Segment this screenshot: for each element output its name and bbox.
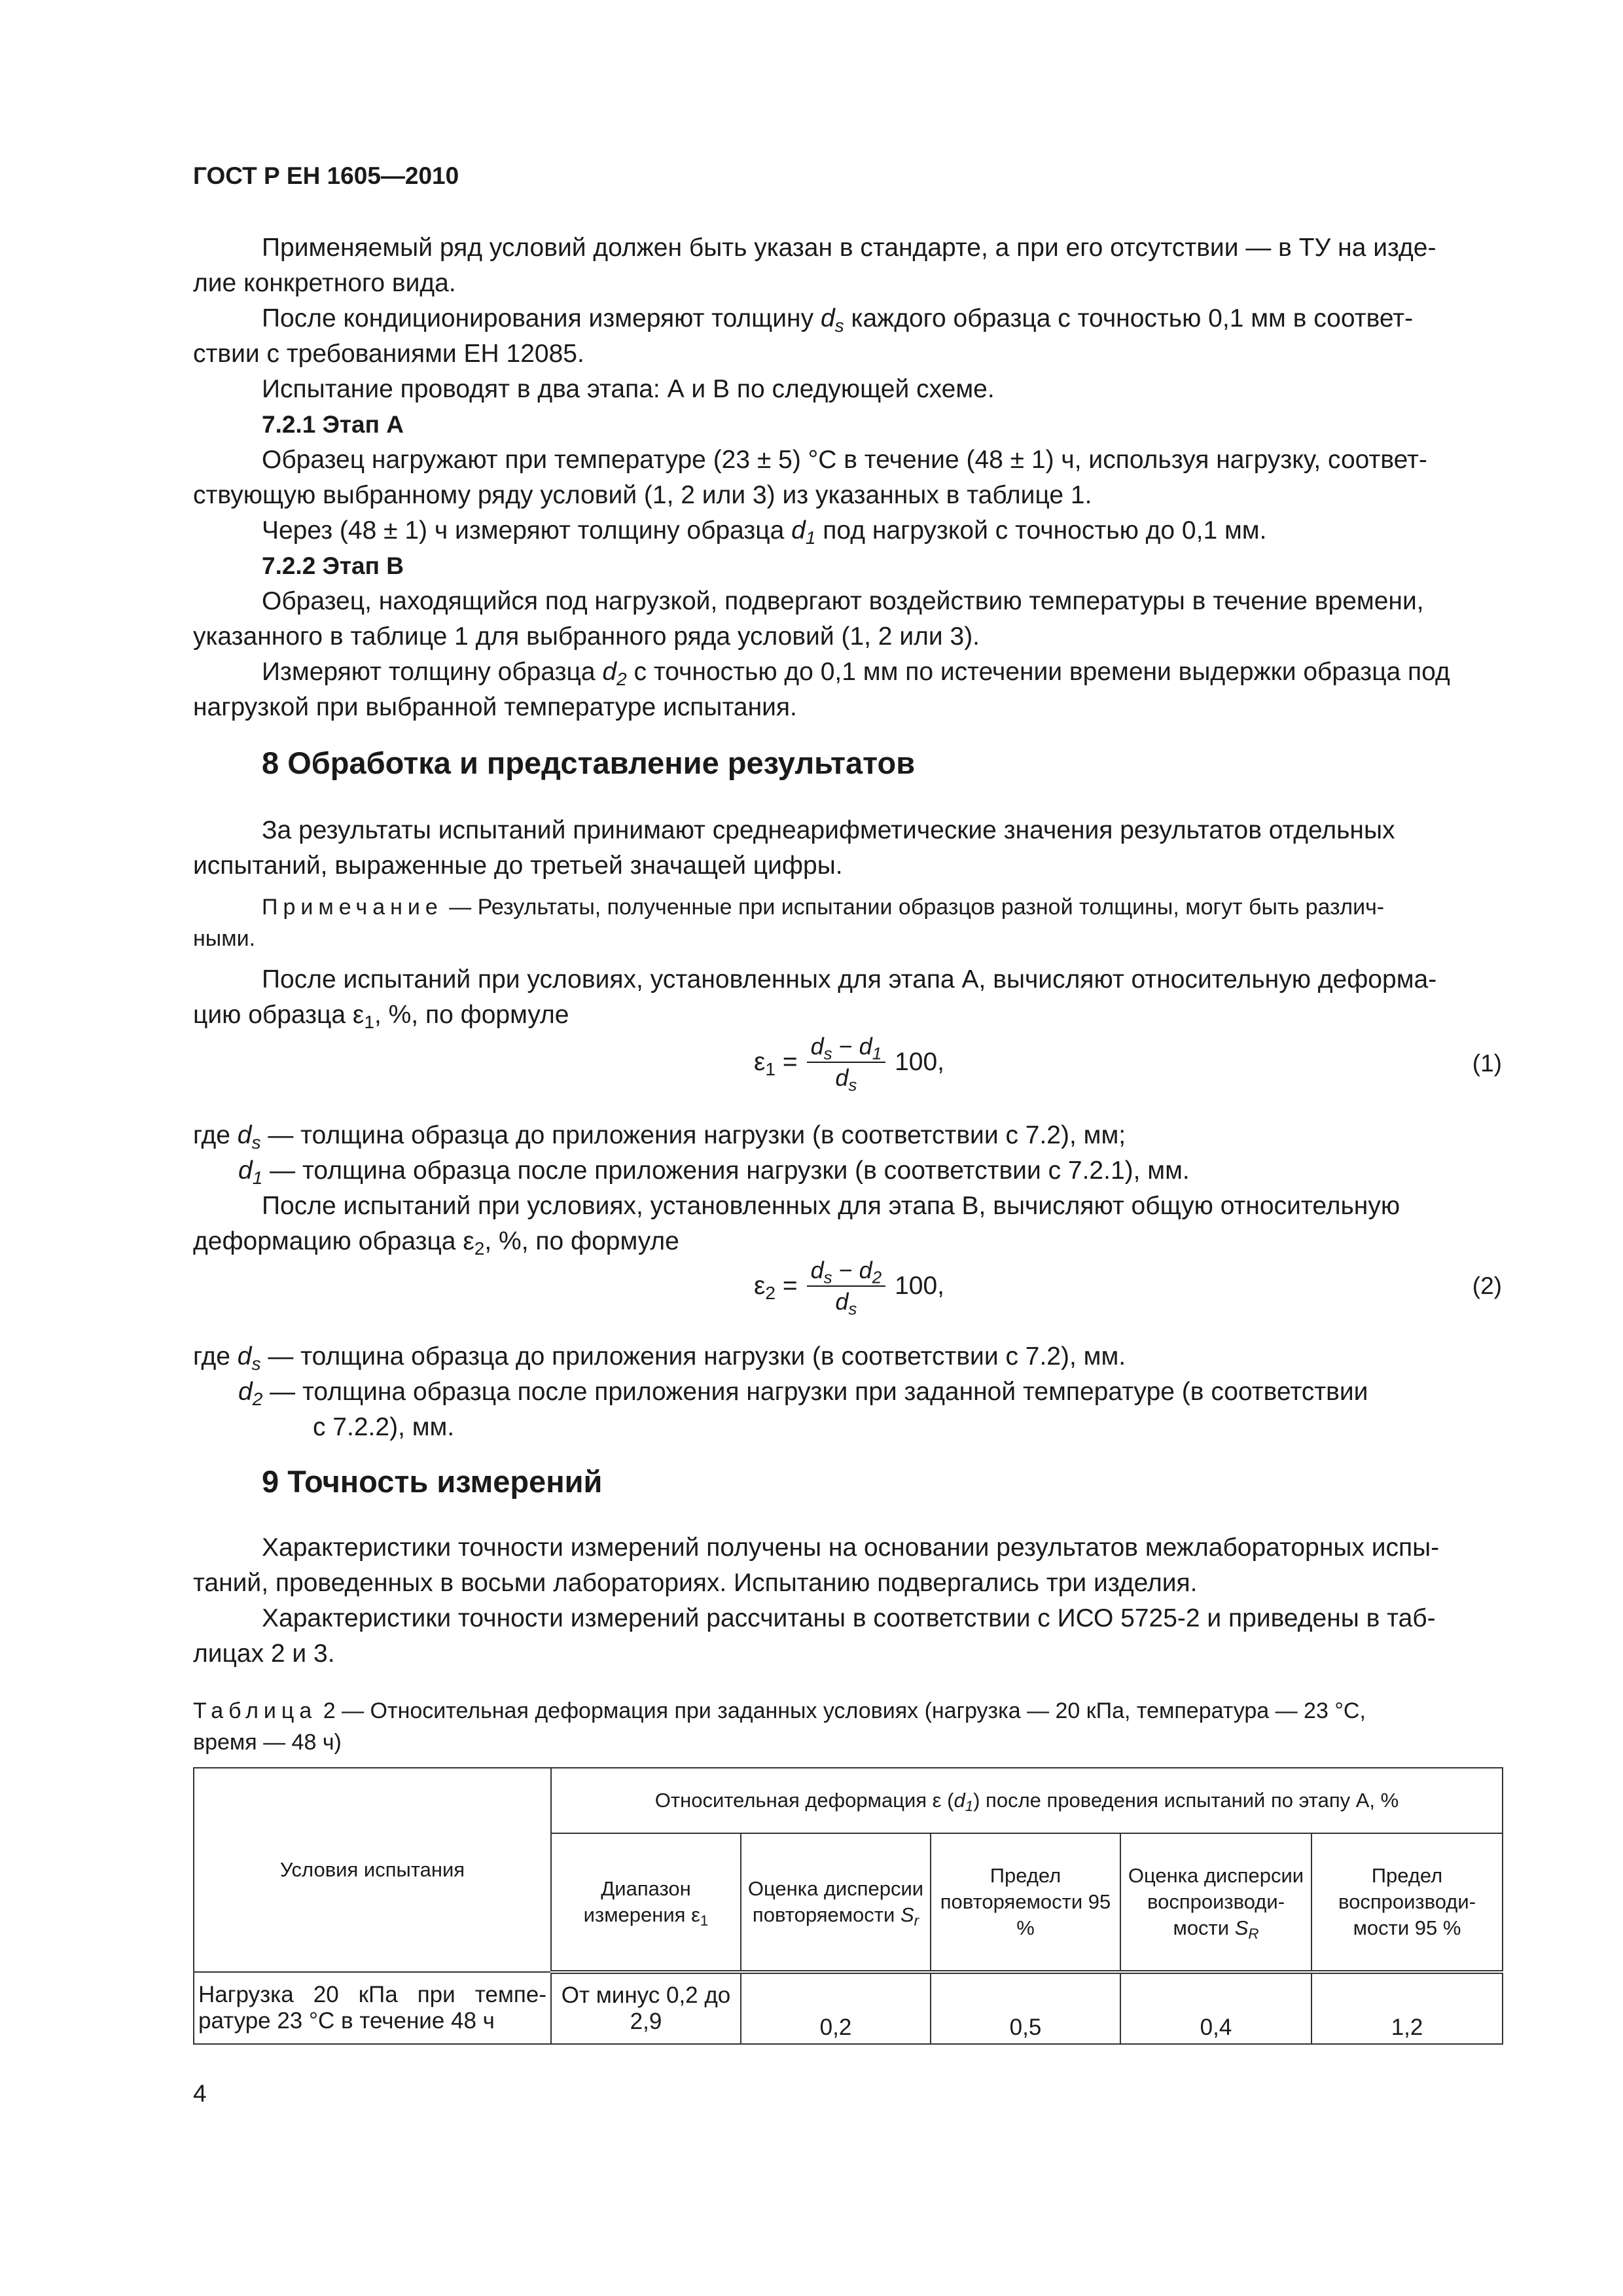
section-8-paragraph-2: [193, 962, 1502, 1033]
where-d2-continued: с 7.2.2), мм.: [313, 1413, 455, 1441]
text-line: лицах 2 и 3.: [193, 1640, 335, 1668]
text-line: Образец, находящийся под нагрузкой, подвергают воздействию температуры в течение времени,: [262, 587, 1424, 615]
caption-line: время — 48 ч): [193, 1730, 342, 1755]
cell-limit-repeatability: 0,5: [931, 1972, 1120, 2044]
caption-line: Таблица 2 — Относительная деформация при заданных условиях (нагрузка — 20 кПа, температура — 23 °С,: [193, 1698, 1366, 1723]
cell-var-repeatability: 0,2: [741, 1972, 931, 2044]
header-range: Диапазон измерения $\varepsilon_1$: [551, 1833, 741, 1972]
text-line: ствии с требованиями ЕН 12085.: [193, 340, 584, 368]
formula-number-2: (2): [1472, 1272, 1502, 1299]
formula-fraction: $\frac{d_s - d_2}{d_s}$: [807, 1257, 885, 1316]
text-line: Применяемый ряд условий должен быть указан в стандарте, а при его отсутствии — в ТУ на изде-: [262, 234, 1436, 262]
subsection-title: 7.2.1 Этап А: [262, 411, 404, 438]
formula-2: $\varepsilon_2$ = $\frac{d_s - d_2}{d_s}$ 100,: [754, 1257, 945, 1319]
subsection-7-2-2: [193, 548, 1502, 725]
paragraph-thickness: [193, 301, 1502, 372]
cell-range: От минус 0,2 до 2,9: [551, 1972, 741, 2044]
header-var-repeatability: Оценка дисперсии повторяемости $S_r$: [741, 1833, 931, 1972]
text-line: Через (48 ± 1) ч измеряют толщину образца $d_1$ под нагрузкой с точностью до 0,1 мм.: [262, 516, 1267, 548]
text-line: После испытаний при условиях, установленных для этапа А, вычисляют относительную деформа-: [262, 965, 1437, 994]
formula-1: $\varepsilon_1$ = $\frac{d_s - d_1}{d_s}$ 100,: [754, 1033, 945, 1095]
text-line: ствующую выбранному ряду условий (1, 2 или 3) из указанных в таблице 1.: [193, 481, 1092, 509]
text-line: За результаты испытаний принимают среднеарифметические значения результатов отдельных: [262, 816, 1395, 844]
text-line: Характеристики точности измерений рассчитаны в соответствии с ИСО 5725-2 и приведены в таб-: [262, 1604, 1436, 1632]
paragraph-stages: [193, 372, 1502, 407]
text-line: Характеристики точности измерений получены на основании результатов межлабораторных испы-: [262, 1534, 1440, 1562]
text-line: указанного в таблице 1 для выбранного ряда условий (1, 2 или 3).: [193, 622, 980, 651]
where-ds-1: где $d_s$ — толщина образца до приложения нагрузки (в соответствии с 7.2), мм;: [193, 1121, 1126, 1153]
header-limit-repeatability: Предел повторяемости 95 %: [931, 1833, 1120, 1972]
text-line: Испытание проводят в два этапа: А и В по следующей схеме.: [262, 375, 995, 403]
text-line: деформацию образца $\varepsilon_2$, %, по формуле: [193, 1227, 679, 1259]
section-8-paragraph-3: [193, 1189, 1502, 1259]
header-var-reproducibility: Оценка дисперсии воспроизводи-мости $S_R$: [1120, 1833, 1311, 1972]
header-limit-reproducibility: Предел воспроизводи-мости 95 %: [1311, 1833, 1503, 1972]
section-9-paragraph-1: [193, 1530, 1502, 1601]
text-line: цию образца $\varepsilon_1$, %, по формуле: [193, 1001, 569, 1032]
section-9-paragraph-2: [193, 1601, 1502, 1672]
table-2-caption: [193, 1695, 1502, 1758]
header-group: Относительная деформация ε $(d_1)$ после проведения испытаний по этапу А, %: [551, 1768, 1503, 1833]
section-8-paragraph-1: [193, 813, 1502, 884]
cell-var-reproducibility: 0,4: [1120, 1972, 1311, 2044]
formula-number-1: (1): [1472, 1050, 1502, 1077]
text-line: После кондиционирования измеряют толщину $d_s$ каждого образца с точностью 0,1 мм в соответ-: [262, 304, 1414, 336]
paragraph-conditions: [193, 230, 1502, 301]
note-line: ными.: [193, 926, 256, 951]
header-conditions: Условия испытания: [194, 1768, 551, 1972]
text-line: лие конкретного вида.: [193, 269, 456, 297]
section-title: 9 Точность измерений: [262, 1464, 603, 1499]
section-9: [193, 1463, 1502, 1499]
where-ds-2: где $d_s$ — толщина образца до приложения нагрузки (в соответствии с 7.2), мм.: [193, 1342, 1126, 1374]
cell-limit-reproducibility: 1,2: [1311, 1972, 1503, 2044]
note: [193, 891, 1502, 954]
text-line: нагрузкой при выбранной температуре испытания.: [193, 693, 797, 721]
table-row: [194, 1972, 1503, 2044]
section-title: 8 Обработка и представление результатов: [262, 745, 916, 780]
text-line: Образец нагружают при температуре (23 ± 5) °С в течение (48 ± 1) ч, используя нагрузку, соответ-: [262, 446, 1427, 474]
text-line: После испытаний при условиях, установленных для этапа В, вычисляют общую относительную: [262, 1192, 1400, 1220]
formula-fraction: $\frac{d_s - d_1}{d_s}$: [807, 1033, 885, 1092]
where-d2: $d_2$ — толщина образца после приложения нагрузки при заданной температуре (в соответствии: [238, 1378, 1368, 1409]
table-2: [193, 1767, 1503, 2045]
subsection-title: 7.2.2 Этап В: [262, 552, 404, 579]
text-line: испытаний, выраженные до третьей значащей цифры.: [193, 852, 843, 880]
subsection-7-2-1: [193, 407, 1502, 548]
note-line: Примечание — Результаты, полученные при испытании образцов разной толщины, могут быть различ-: [262, 895, 1385, 920]
where-d1: $d_1$ — толщина образца после приложения нагрузки (в соответствии с 7.2.1), мм.: [238, 1157, 1190, 1188]
text-line: Измеряют толщину образца $d_2$ с точностью до 0,1 мм по истечении времени выдержки образца под: [262, 658, 1450, 689]
standard-header: ГОСТ Р ЕН 1605—2010: [193, 162, 459, 189]
section-8: [193, 745, 1502, 781]
page-number: 4: [193, 2080, 207, 2107]
cell-conditions: Нагрузка 20 кПа при темпе-ратуре 23 °С в течение 48 ч: [194, 1972, 551, 2044]
text-line: таний, проведенных в восьми лабораториях. Испытанию подвергались три изделия.: [193, 1569, 1198, 1597]
